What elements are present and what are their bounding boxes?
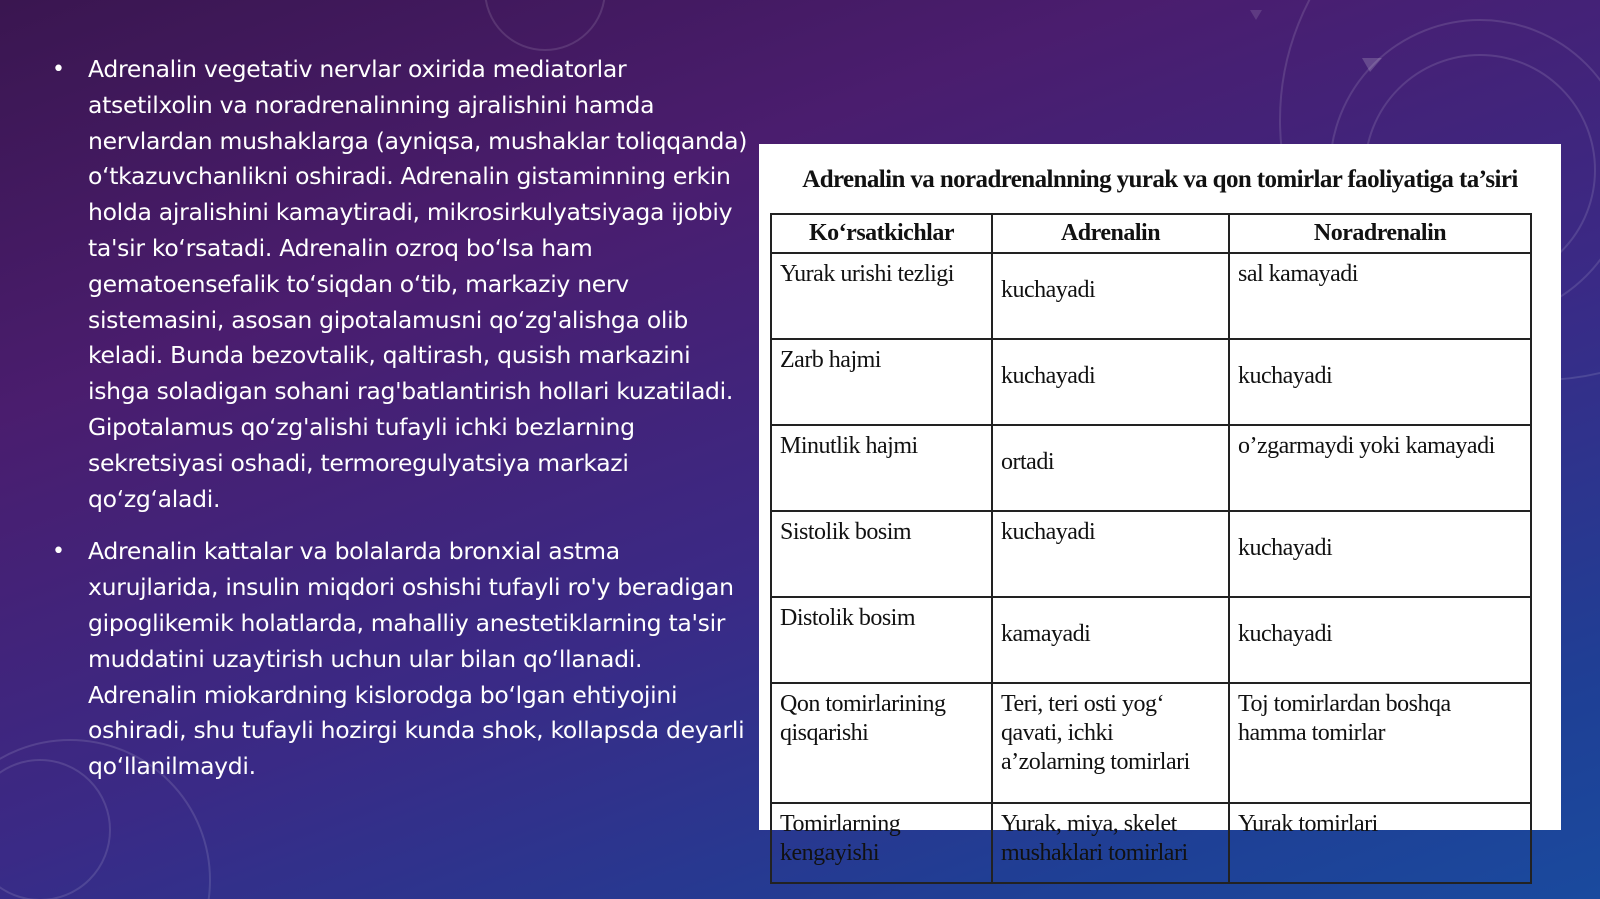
table-cell: Zarb hajmi <box>771 339 992 425</box>
bullet-marker: • <box>52 539 65 565</box>
table-header-cell: Ko‘rsatkichlar <box>771 214 992 253</box>
bullet-item <box>52 52 752 517</box>
table-row <box>771 253 1531 339</box>
table-cell: kuchayadi <box>1229 597 1531 683</box>
bullet-text: Adrenalin vegetativ nervlar oxirida mediatorlar atsetilxolin va noradrenalinning ajralishini hamda nervlardan mushaklarga (ayniqsa, mushaklar toliqqanda) o‘tkazuvchanlikni oshiradi. Adrenalin gistaminning erkin holda ajralishini kamaytiradi, mikrosirkulyatsiyaga ijobiy ta'sir ko‘rsatadi. Adrenalin ozroq bo‘lsa ham gematoensefalik to‘siqdan o‘tib, markaziy nerv sistemasini, asosan gipotalamusni qo‘zg'alishga olib keladi. Bunda bezovtalik, qaltirash, qusish markazini ishga soladigan sohani rag'batlantirish hollari kuzatiladi. Gipotalamus qo‘zg'alishi tufayli ichki bezlarning sekretsiyasi oshadi, termoregulyatsiya markazi qo‘zg‘aladi. <box>88 55 748 513</box>
table-title: Adrenalin va noradrenalnning yurak va qon tomirlar faoliyatiga ta’siri <box>802 166 1518 193</box>
bullet-marker: • <box>52 57 65 82</box>
bullet-text: Adrenalin kattalar va bolalarda bronxial astma xurujlarida, insulin miqdori oshishi tufayli ro'y beradigan gipoglikemik holatlarda, mahalliy anestetiklarning ta'sir muddatini uzaytirish uchun ular bilan qo‘llanadi. Adrenalin miokardning kislorodga bo‘lgan ehtiyojini oshiradi, shu tufayli hozirgi kunda shok, kollapsda deyarli qo‘llanilmaydi. <box>88 537 745 781</box>
table-cell: sal kamayadi <box>1229 253 1531 339</box>
table-header-row <box>771 214 1531 253</box>
effects-table <box>770 213 1532 884</box>
table-cell: kuchayadi <box>992 339 1229 425</box>
table-cell: ortadi <box>992 425 1229 511</box>
table-cell: Yurak tomirlari <box>1229 803 1531 883</box>
table-cell: kamayadi <box>992 597 1229 683</box>
table-cell: Distolik bosim <box>771 597 992 683</box>
table-header-cell: Adrenalin <box>992 214 1229 253</box>
table-figure <box>759 144 1561 866</box>
table-row <box>771 339 1531 425</box>
table-cell: Teri, teri osti yog‘ qavati, ichki a’zolarning tomirlari <box>992 683 1229 803</box>
table-cell: Qon tomirlarining qisqarishi <box>771 683 992 803</box>
table-cell: Yurak, miya, skelet mushaklari tomirlari <box>992 803 1229 883</box>
table-cell: kuchayadi <box>1229 339 1531 425</box>
table-cell: Yurak urishi tezligi <box>771 253 992 339</box>
bullet-list <box>52 52 752 802</box>
table-cell: o’zgarmaydi yoki kamayadi <box>1229 425 1531 511</box>
table-row <box>771 425 1531 511</box>
table-cell: Minutlik hajmi <box>771 425 992 511</box>
table-cell: kuchayadi <box>992 511 1229 597</box>
table-cell: kuchayadi <box>1229 511 1531 597</box>
table-cell: Toj tomirlardan boshqa hamma tomirlar <box>1229 683 1531 803</box>
table-cell: Sistolik bosim <box>771 511 992 597</box>
table-row <box>771 683 1531 803</box>
table-header-cell: Noradrenalin <box>1229 214 1531 253</box>
bullet-item <box>52 534 752 785</box>
table-row <box>771 597 1531 683</box>
table-row <box>771 803 1531 883</box>
table-cell: Tomirlarning kengayishi <box>771 803 992 883</box>
table-cell: kuchayadi <box>992 253 1229 339</box>
table-row <box>771 511 1531 597</box>
